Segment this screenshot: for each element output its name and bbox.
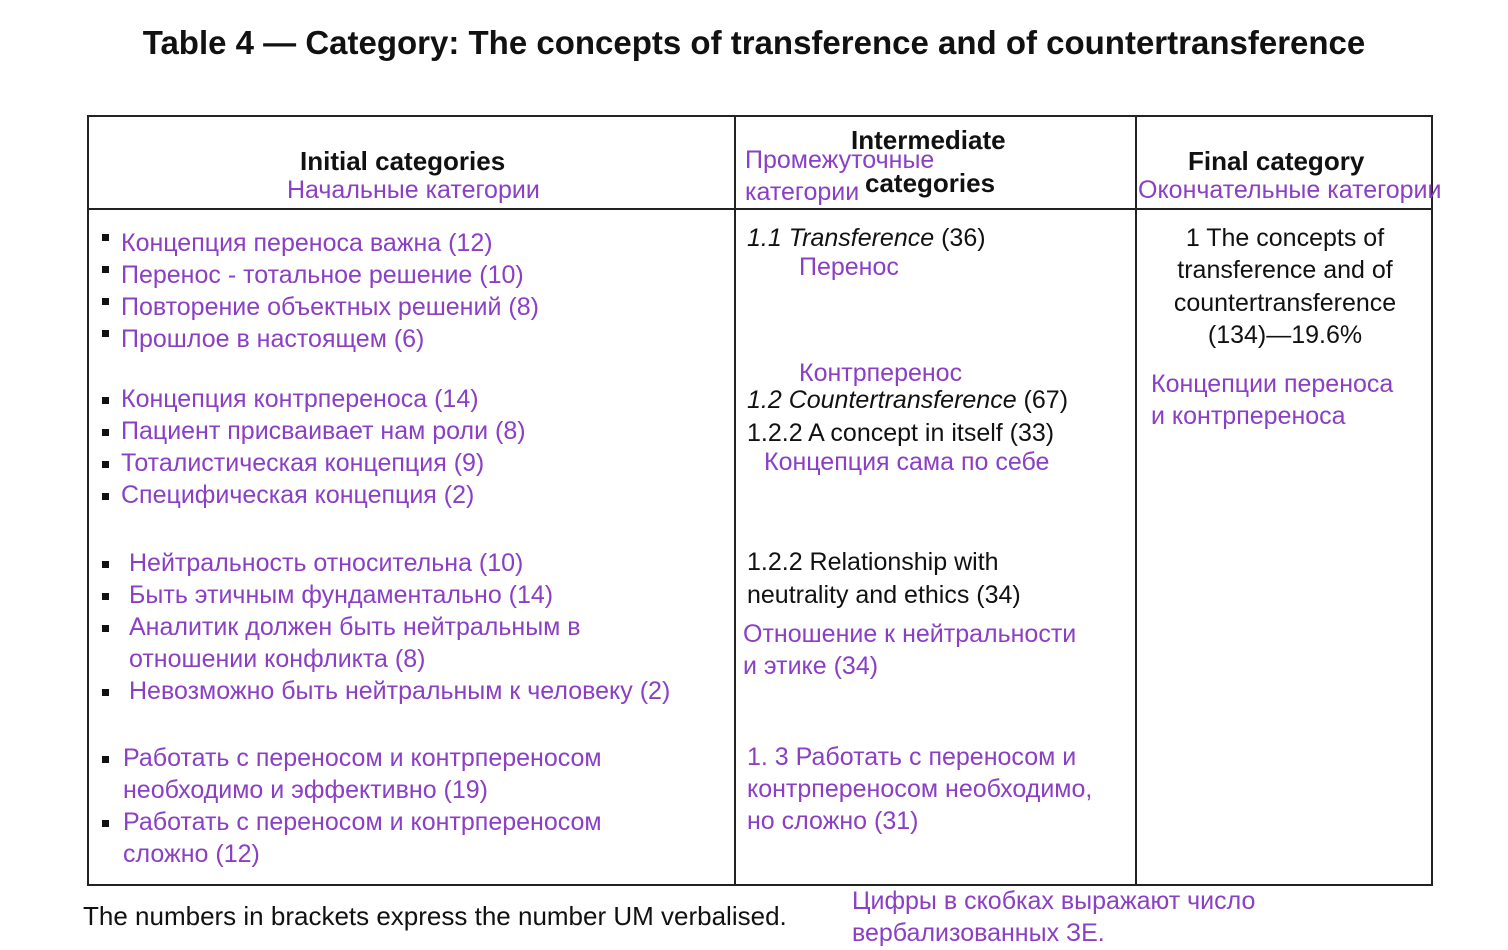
bullet-icon <box>102 689 109 696</box>
list-item: Пациент присваивает нам роли (8) <box>121 417 526 445</box>
table-footnote-translation-2: вербализованных ЗЕ. <box>852 919 1105 947</box>
final-category-translation-2: и контрпереноса <box>1151 402 1346 430</box>
table-footnote-translation: Цифры в скобках выражают число <box>852 887 1256 915</box>
final-category-line: transference and of <box>1177 256 1393 284</box>
intermediate-1-2-count: (67) <box>1016 386 1069 414</box>
list-item: Нейтральность относительна (10) <box>129 549 524 577</box>
final-category-percentage: (134)—19.6% <box>1207 321 1363 349</box>
intermediate-1-3-3: но сложно (31) <box>747 807 919 835</box>
header-final: Final category <box>1188 146 1365 176</box>
list-item: Концепция переноса важна (12) <box>121 229 493 257</box>
intermediate-1-1 <box>747 224 986 253</box>
list-item: Специфическая концепция (2) <box>121 481 475 509</box>
list-item: Работать с переносом и контрпереносом <box>123 808 602 836</box>
bullet-icon <box>102 625 109 632</box>
header-intermediate: Intermediate <box>851 125 1006 155</box>
bullet-icon <box>102 593 109 600</box>
header-initial-translation: Начальные категории <box>287 176 540 204</box>
header-intermediate-translation: Промежуточные <box>745 146 935 174</box>
bullet-icon <box>102 298 109 305</box>
final-category-line: 1 The concepts of <box>1185 224 1385 252</box>
bullet-icon <box>102 266 109 273</box>
list-item: Повторение объектных решений (8) <box>121 293 539 321</box>
list-item: Работать с переносом и контрпереносом <box>123 744 602 772</box>
list-item: Перенос - тотальное решение (10) <box>121 261 524 289</box>
intermediate-1-3: 1. 3 Работать с переносом и <box>747 743 1077 771</box>
bullet-icon <box>102 493 109 500</box>
header-final-translation: Окончательные категории <box>1138 176 1442 204</box>
bullet-icon <box>102 756 109 763</box>
bullet-icon <box>102 820 109 827</box>
list-item: Быть этичным фундаментально (14) <box>129 581 554 609</box>
bullet-icon <box>102 397 109 404</box>
final-category-line: countertransference <box>1173 289 1397 317</box>
column-divider <box>734 115 736 886</box>
intermediate-1-2-2-relationship-translation: Отношение к нейтральности <box>743 620 1077 648</box>
intermediate-1-2-2-relationship-translation-2: и этике (34) <box>743 652 879 680</box>
table-footnote: The numbers in brackets express the number UM verbalised. <box>83 901 787 931</box>
list-item-continuation: необходимо и эффективно (19) <box>123 776 489 804</box>
list-item: Концепция контрпереноса (14) <box>121 385 479 413</box>
header-intermediate-2: categories <box>865 168 996 198</box>
header-divider <box>87 208 1433 210</box>
bullet-icon <box>102 330 109 337</box>
intermediate-1-2-translation: Контрперенос <box>799 359 963 387</box>
bullet-icon <box>102 429 109 436</box>
intermediate-1-2-2-concept: 1.2.2 A concept in itself (33) <box>747 419 1055 447</box>
list-item: Тоталистическая концепция (9) <box>121 449 485 477</box>
bullet-icon <box>102 461 109 468</box>
intermediate-1-2-2-concept-translation: Концепция сама по себе <box>764 448 1050 476</box>
intermediate-1-2 <box>747 386 1068 415</box>
list-item: Аналитик должен быть нейтральным в <box>129 613 581 641</box>
intermediate-1-2-label: 1.2 Countertransference <box>747 386 1017 414</box>
intermediate-1-2-2-relationship-2: neutrality and ethics (34) <box>747 581 1021 609</box>
table-title: Table 4 — Category: The concepts of transference and of countertransference <box>142 24 1366 61</box>
list-item: Прошлое в настоящем (6) <box>121 325 425 353</box>
list-item-continuation: отношении конфликта (8) <box>129 645 426 673</box>
intermediate-1-2-2-relationship: 1.2.2 Relationship with <box>747 548 999 576</box>
intermediate-1-1-translation: Перенос <box>799 253 899 281</box>
intermediate-1-3-2: контрпереносом необходимо, <box>747 775 1093 803</box>
bullet-icon <box>102 234 109 241</box>
header-intermediate-translation-2: категории <box>745 178 860 206</box>
list-item-continuation: сложно (12) <box>123 840 260 868</box>
bullet-icon <box>102 561 109 568</box>
final-category-translation: Концепции переноса <box>1151 370 1394 398</box>
intermediate-1-1-label: 1.1 Transference <box>747 224 935 252</box>
intermediate-1-1-count: (36) <box>934 224 986 252</box>
header-initial: Initial categories <box>300 146 506 176</box>
list-item: Невозможно быть нейтральным к человеку (2) <box>129 677 671 705</box>
